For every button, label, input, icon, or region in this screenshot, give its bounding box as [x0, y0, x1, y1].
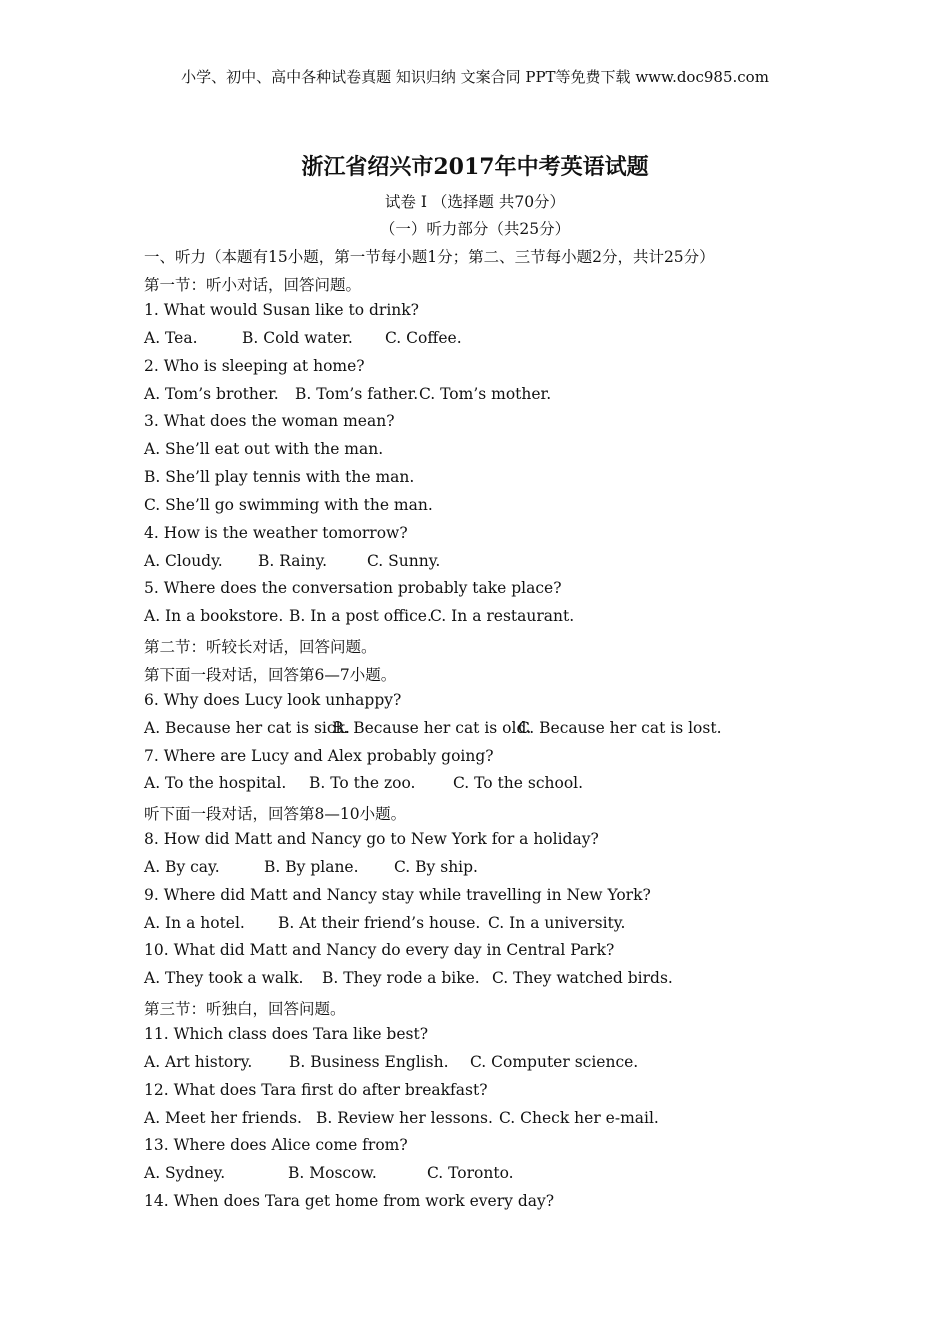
question: 7. Where are Lucy and Alex probably going? — [144, 747, 494, 765]
question: 6. Why does Lucy look unhappy? — [144, 691, 402, 709]
option: C. Coffee. — [385, 329, 462, 347]
question: 9. Where did Matt and Nancy stay while travelling in New York? — [144, 886, 651, 904]
option: B. Review her lessons. — [316, 1109, 493, 1127]
question: 10. What did Matt and Nancy do every day in Central Park? — [144, 941, 615, 959]
option: C. They watched birds. — [492, 969, 673, 987]
option: A. In a hotel. — [144, 914, 245, 932]
option: A. They took a walk. — [144, 969, 304, 987]
section-heading: 第一节：听小对话，回答问题。 — [144, 276, 362, 294]
section-heading: 第三节：听独白，回答问题。 — [144, 1000, 346, 1018]
question: 14. When does Tara get home from work every day? — [144, 1192, 555, 1210]
option: A. Because her cat is sick. — [144, 719, 350, 737]
option: B. Tom’s father. — [295, 385, 419, 403]
option: B. They rode a bike. — [322, 969, 480, 987]
section-subtitle: （一）听力部分（共25分） — [379, 220, 571, 238]
option: B. Moscow. — [288, 1164, 377, 1182]
option: C. Because her cat is lost. — [518, 719, 722, 737]
option: B. Because her cat is old. — [332, 719, 532, 737]
question: 1. What would Susan like to drink? — [144, 301, 419, 319]
option: A. Cloudy. — [144, 552, 223, 570]
option: C. In a university. — [488, 914, 626, 932]
question: 13. Where does Alice come from? — [144, 1136, 408, 1154]
option: C. Tom’s mother. — [419, 385, 552, 403]
question: 2. Who is sleeping at home? — [144, 357, 365, 375]
option: C. She’ll go swimming with the man. — [144, 496, 433, 514]
option: A. She’ll eat out with the man. — [144, 440, 384, 458]
section-instruction: 第下面一段对话，回答第6—7小题。 — [144, 666, 397, 684]
option: B. Rainy. — [258, 552, 328, 570]
option: A. Art history. — [144, 1053, 253, 1071]
option: C. Sunny. — [367, 552, 441, 570]
question: 11. Which class does Tara like best? — [144, 1025, 429, 1043]
exam-title: 浙江省绍兴市2017年中考英语试题 — [301, 154, 649, 180]
question: 3. What does the woman mean? — [144, 412, 395, 430]
question: 5. Where does the conversation probably take place? — [144, 579, 562, 597]
option: B. Cold water. — [242, 329, 353, 347]
question: 12. What does Tara first do after breakfast? — [144, 1081, 488, 1099]
option: A. Tea. — [144, 329, 198, 347]
option: A. Meet her friends. — [144, 1109, 302, 1127]
section-instruction: 听下面一段对话，回答第8—10小题。 — [144, 805, 407, 823]
paper-subtitle: 试卷 I （选择题 共70分） — [384, 193, 566, 211]
option: A. To the hospital. — [144, 774, 287, 792]
option: A. By cay. — [144, 858, 220, 876]
option: C. Toronto. — [427, 1164, 514, 1182]
option: C. By ship. — [394, 858, 478, 876]
option: C. Computer science. — [470, 1053, 639, 1071]
option: C. To the school. — [453, 774, 584, 792]
option: B. In a post office. — [289, 607, 432, 625]
option: A. Tom’s brother. — [144, 385, 279, 403]
option: C. Check her e-mail. — [499, 1109, 659, 1127]
option: A. In a bookstore. — [144, 607, 284, 625]
listening-instructions: 一、听力（本题有15小题，第一节每小题1分；第二、三节每小题2分，共计25分） — [144, 248, 715, 266]
page-header: 小学、初中、高中各种试卷真题 知识归纳 文案合同 PPT等免费下载 www.doc985.com — [181, 68, 769, 86]
option: B. At their friend’s house. — [278, 914, 481, 932]
question: 4. How is the weather tomorrow? — [144, 524, 408, 542]
section-heading: 第二节：听较长对话，回答问题。 — [144, 638, 377, 656]
question: 8. How did Matt and Nancy go to New York for a holiday? — [144, 830, 599, 848]
option: B. Business English. — [289, 1053, 449, 1071]
option: B. To the zoo. — [309, 774, 416, 792]
option: B. She’ll play tennis with the man. — [144, 468, 415, 486]
option: C. In a restaurant. — [430, 607, 575, 625]
option: A. Sydney. — [144, 1164, 226, 1182]
option: B. By plane. — [264, 858, 359, 876]
